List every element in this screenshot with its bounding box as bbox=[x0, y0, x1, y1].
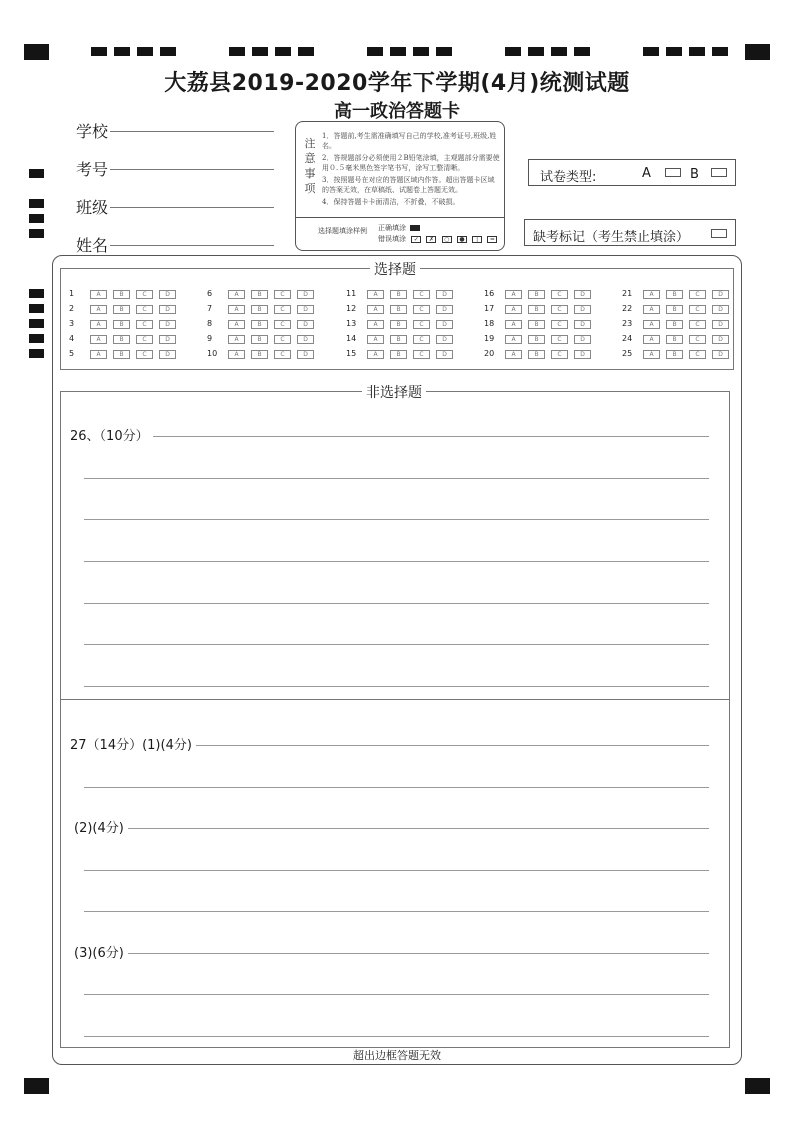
question-number: 23 bbox=[622, 319, 633, 328]
timing-mark bbox=[551, 47, 567, 56]
option-a-bubble[interactable]: A bbox=[367, 320, 384, 329]
option-d-bubble[interactable]: D bbox=[297, 320, 314, 329]
option-d-bubble[interactable]: D bbox=[574, 290, 591, 299]
option-c-bubble[interactable]: C bbox=[274, 350, 291, 359]
timing-mark bbox=[298, 47, 314, 56]
question-26-label: 26、（10分） bbox=[70, 425, 153, 444]
option-b-bubble[interactable]: B bbox=[390, 335, 407, 344]
option-c-bubble[interactable]: C bbox=[413, 290, 430, 299]
option-d-bubble[interactable]: D bbox=[297, 305, 314, 314]
option-c-bubble[interactable]: C bbox=[274, 290, 291, 299]
absent-mark-label: 缺考标记（考生禁止填涂） bbox=[533, 230, 690, 245]
fill-example-label: 选择题填涂样例 bbox=[318, 227, 367, 235]
option-c-bubble[interactable]: C bbox=[551, 350, 568, 359]
notice-box bbox=[295, 121, 505, 251]
option-c-bubble[interactable]: C bbox=[689, 305, 706, 314]
wrong-fill-bar-icon: | bbox=[472, 236, 482, 243]
option-b-bubble[interactable]: B bbox=[113, 350, 130, 359]
option-d-bubble[interactable]: D bbox=[712, 335, 729, 344]
answer-line[interactable] bbox=[84, 561, 709, 562]
timing-mark bbox=[160, 47, 176, 56]
option-d-bubble[interactable]: D bbox=[574, 320, 591, 329]
option-a-bubble[interactable]: A bbox=[643, 335, 660, 344]
paper-type-box bbox=[528, 159, 736, 186]
option-c-bubble[interactable]: C bbox=[551, 290, 568, 299]
option-d-bubble[interactable]: D bbox=[712, 290, 729, 299]
option-c-bubble[interactable]: C bbox=[274, 320, 291, 329]
option-c-bubble[interactable]: C bbox=[136, 290, 153, 299]
answer-line[interactable] bbox=[84, 478, 709, 479]
notice-item: 3．按照题号在对应的答题区域内作答。超出答题卡区域的答案无效，在草稿纸、试题卷上答题无效。 bbox=[322, 176, 495, 194]
option-b-bubble[interactable]: B bbox=[390, 350, 407, 359]
question-number: 13 bbox=[346, 319, 357, 328]
wrong-fill-cross-icon: ✗ bbox=[426, 236, 436, 243]
timing-mark bbox=[29, 319, 44, 328]
option-a-bubble[interactable]: A bbox=[643, 290, 660, 299]
paper-type-a-box[interactable] bbox=[665, 168, 681, 177]
option-b-bubble[interactable]: B bbox=[390, 305, 407, 314]
option-a-bubble[interactable]: A bbox=[643, 305, 660, 314]
option-b-bubble[interactable]: B bbox=[528, 305, 545, 314]
paper-type-b-label: B bbox=[690, 167, 699, 182]
option-d-bubble[interactable]: D bbox=[436, 335, 453, 344]
timing-mark bbox=[643, 47, 659, 56]
option-c-bubble[interactable]: C bbox=[136, 305, 153, 314]
wrong-fill-row: 错误填涂 ✓ ✗ ○ ● | = bbox=[378, 234, 497, 244]
option-b-bubble[interactable]: B bbox=[251, 305, 268, 314]
question-number: 1 bbox=[69, 289, 75, 298]
question-number: 8 bbox=[207, 319, 213, 328]
answer-line[interactable] bbox=[84, 603, 709, 604]
timing-mark bbox=[114, 47, 130, 56]
option-c-bubble[interactable]: C bbox=[551, 305, 568, 314]
page-title: 大荔县2019-2020学年下学期(4月)统测试题 bbox=[164, 71, 630, 96]
option-d-bubble[interactable]: D bbox=[297, 335, 314, 344]
option-b-bubble[interactable]: B bbox=[251, 320, 268, 329]
option-d-bubble[interactable]: D bbox=[159, 350, 176, 359]
option-a-bubble[interactable]: A bbox=[90, 305, 107, 314]
question-number: 12 bbox=[346, 304, 357, 313]
option-d-bubble[interactable]: D bbox=[574, 350, 591, 359]
option-c-bubble[interactable]: C bbox=[136, 335, 153, 344]
option-b-bubble[interactable]: B bbox=[113, 320, 130, 329]
notice-items bbox=[322, 131, 500, 209]
class-field[interactable] bbox=[110, 207, 274, 208]
option-b-bubble[interactable]: B bbox=[251, 350, 268, 359]
wrong-fill-dot-icon: ● bbox=[457, 236, 467, 243]
answer-line[interactable] bbox=[84, 994, 709, 995]
option-c-bubble[interactable]: C bbox=[136, 320, 153, 329]
notice-heading: 注 意 事 项 bbox=[304, 137, 316, 195]
answer-line[interactable] bbox=[84, 436, 709, 437]
question-number: 20 bbox=[484, 349, 495, 358]
wrong-fill-circle-icon: ○ bbox=[442, 236, 452, 243]
answer-line[interactable] bbox=[84, 828, 709, 829]
name-field[interactable] bbox=[110, 245, 274, 246]
question-number: 14 bbox=[346, 334, 357, 343]
option-a-bubble[interactable]: A bbox=[228, 335, 245, 344]
question-number: 17 bbox=[484, 304, 495, 313]
option-a-bubble[interactable]: A bbox=[643, 320, 660, 329]
question-27-3-label: (3)(6分) bbox=[74, 942, 128, 961]
option-c-bubble[interactable]: C bbox=[689, 335, 706, 344]
option-b-bubble[interactable]: B bbox=[251, 335, 268, 344]
timing-mark bbox=[689, 47, 705, 56]
option-a-bubble[interactable]: A bbox=[367, 290, 384, 299]
absent-mark-checkbox[interactable] bbox=[711, 229, 727, 238]
wrong-fill-lines-icon: = bbox=[487, 236, 497, 243]
corner-mark-bottom-left bbox=[24, 1078, 49, 1094]
question-number: 24 bbox=[622, 334, 633, 343]
option-a-bubble[interactable]: A bbox=[228, 350, 245, 359]
option-c-bubble[interactable]: C bbox=[413, 305, 430, 314]
option-c-bubble[interactable]: C bbox=[689, 350, 706, 359]
notice-divider bbox=[296, 217, 504, 218]
option-a-bubble[interactable]: A bbox=[228, 320, 245, 329]
question-number: 11 bbox=[346, 289, 357, 298]
absent-mark-box bbox=[524, 219, 736, 246]
timing-mark bbox=[29, 214, 44, 223]
answer-line[interactable] bbox=[84, 953, 709, 954]
option-b-bubble[interactable]: B bbox=[113, 335, 130, 344]
option-c-bubble[interactable]: C bbox=[689, 290, 706, 299]
notice-item: 2．答规题部分必须使用２B铅笔涂填，主观题部分需要使用０.５毫米黑色签字笔书写，涂写工整清晰。 bbox=[322, 154, 500, 172]
question-number: 16 bbox=[484, 289, 495, 298]
option-a-bubble[interactable]: A bbox=[367, 350, 384, 359]
option-d-bubble[interactable]: D bbox=[436, 290, 453, 299]
page-subtitle: 高一政治答题卡 bbox=[334, 101, 460, 122]
timing-mark bbox=[137, 47, 153, 56]
question-27-2-label: (2)(4分) bbox=[74, 817, 128, 836]
option-a-bubble[interactable]: A bbox=[90, 290, 107, 299]
multiple-choice-title: 选择题 bbox=[370, 259, 420, 279]
option-b-bubble[interactable]: B bbox=[528, 350, 545, 359]
option-a-bubble[interactable]: A bbox=[505, 320, 522, 329]
option-d-bubble[interactable]: D bbox=[436, 320, 453, 329]
option-c-bubble[interactable]: C bbox=[551, 335, 568, 344]
option-b-bubble[interactable]: B bbox=[666, 350, 683, 359]
option-a-bubble[interactable]: A bbox=[228, 290, 245, 299]
question-number: 5 bbox=[69, 349, 75, 358]
timing-mark bbox=[367, 47, 383, 56]
timing-mark bbox=[252, 47, 268, 56]
answer-line[interactable] bbox=[84, 870, 709, 871]
option-a-bubble[interactable]: A bbox=[228, 305, 245, 314]
option-c-bubble[interactable]: C bbox=[274, 305, 291, 314]
timing-mark bbox=[436, 47, 452, 56]
open-questions-title: 非选择题 bbox=[362, 382, 426, 402]
exam-number-label: 考号 bbox=[76, 160, 109, 179]
option-a-bubble[interactable]: A bbox=[505, 335, 522, 344]
timing-mark bbox=[528, 47, 544, 56]
question-number: 3 bbox=[69, 319, 75, 328]
option-a-bubble[interactable]: A bbox=[643, 350, 660, 359]
question-number: 7 bbox=[207, 304, 213, 313]
option-d-bubble[interactable]: D bbox=[436, 305, 453, 314]
question-27-label: 27（14分）(1)(4分) bbox=[70, 734, 196, 753]
option-d-bubble[interactable]: D bbox=[574, 335, 591, 344]
option-b-bubble[interactable]: B bbox=[666, 290, 683, 299]
corner-mark-top-left bbox=[24, 44, 49, 60]
option-d-bubble[interactable]: D bbox=[574, 305, 591, 314]
question-number: 9 bbox=[207, 334, 213, 343]
timing-mark bbox=[29, 169, 44, 178]
timing-mark bbox=[29, 334, 44, 343]
option-d-bubble[interactable]: D bbox=[297, 350, 314, 359]
question-number: 15 bbox=[346, 349, 357, 358]
timing-mark bbox=[390, 47, 406, 56]
timing-mark bbox=[29, 289, 44, 298]
answer-line[interactable] bbox=[84, 644, 709, 645]
timing-mark bbox=[91, 47, 107, 56]
footer-note: 超出边框答题无效 bbox=[353, 1049, 441, 1062]
option-a-bubble[interactable]: A bbox=[505, 305, 522, 314]
question-number: 19 bbox=[484, 334, 495, 343]
option-a-bubble[interactable]: A bbox=[90, 335, 107, 344]
option-b-bubble[interactable]: B bbox=[666, 335, 683, 344]
option-c-bubble[interactable]: C bbox=[689, 320, 706, 329]
option-c-bubble[interactable]: C bbox=[551, 320, 568, 329]
option-b-bubble[interactable]: B bbox=[528, 335, 545, 344]
timing-mark bbox=[29, 349, 44, 358]
option-c-bubble[interactable]: C bbox=[274, 335, 291, 344]
option-d-bubble[interactable]: D bbox=[712, 305, 729, 314]
option-c-bubble[interactable]: C bbox=[413, 320, 430, 329]
option-b-bubble[interactable]: B bbox=[666, 320, 683, 329]
option-d-bubble[interactable]: D bbox=[159, 305, 176, 314]
option-b-bubble[interactable]: B bbox=[390, 320, 407, 329]
paper-type-a-label: A bbox=[642, 166, 651, 181]
option-b-bubble[interactable]: B bbox=[113, 305, 130, 314]
question-number: 2 bbox=[69, 304, 75, 313]
school-label: 学校 bbox=[76, 122, 109, 141]
option-a-bubble[interactable]: A bbox=[505, 350, 522, 359]
option-b-bubble[interactable]: B bbox=[666, 305, 683, 314]
name-label: 姓名 bbox=[76, 236, 109, 255]
timing-mark bbox=[275, 47, 291, 56]
timing-mark bbox=[229, 47, 245, 56]
school-field[interactable] bbox=[110, 131, 274, 132]
option-b-bubble[interactable]: B bbox=[113, 290, 130, 299]
timing-mark bbox=[505, 47, 521, 56]
option-c-bubble[interactable]: C bbox=[413, 350, 430, 359]
timing-mark bbox=[29, 229, 44, 238]
question-number: 18 bbox=[484, 319, 495, 328]
notice-item: 1．答题前,考生需准确填写自己的学校,准考证号,班级,姓名。 bbox=[322, 132, 497, 150]
option-d-bubble[interactable]: D bbox=[436, 350, 453, 359]
question-number: 22 bbox=[622, 304, 633, 313]
option-b-bubble[interactable]: B bbox=[528, 290, 545, 299]
correct-fill-sample bbox=[410, 225, 420, 231]
option-d-bubble[interactable]: D bbox=[159, 335, 176, 344]
paper-type-label: 试卷类型: bbox=[540, 170, 597, 185]
option-d-bubble[interactable]: D bbox=[159, 290, 176, 299]
option-a-bubble[interactable]: A bbox=[505, 290, 522, 299]
option-c-bubble[interactable]: C bbox=[136, 350, 153, 359]
timing-mark bbox=[574, 47, 590, 56]
option-b-bubble[interactable]: B bbox=[528, 320, 545, 329]
paper-type-b-box[interactable] bbox=[711, 168, 727, 177]
exam-number-field[interactable] bbox=[110, 169, 274, 170]
option-b-bubble[interactable]: B bbox=[390, 290, 407, 299]
question-number: 21 bbox=[622, 289, 633, 298]
answer-line[interactable] bbox=[84, 911, 709, 912]
question-number: 25 bbox=[622, 349, 633, 358]
wrong-fill-check-icon: ✓ bbox=[411, 236, 421, 243]
option-d-bubble[interactable]: D bbox=[712, 350, 729, 359]
option-b-bubble[interactable]: B bbox=[251, 290, 268, 299]
correct-fill-row: 正确填涂 bbox=[378, 223, 420, 233]
option-a-bubble[interactable]: A bbox=[367, 335, 384, 344]
question-number: 4 bbox=[69, 334, 75, 343]
answer-line[interactable] bbox=[84, 1036, 709, 1037]
option-c-bubble[interactable]: C bbox=[413, 335, 430, 344]
class-label: 班级 bbox=[76, 198, 109, 217]
timing-mark bbox=[413, 47, 429, 56]
corner-mark-bottom-right bbox=[745, 1078, 770, 1094]
question-divider bbox=[60, 699, 730, 700]
answer-line[interactable] bbox=[84, 519, 709, 520]
notice-item: 4．保持答题卡卡面清洁，不折叠，不破损。 bbox=[322, 198, 460, 206]
question-number: 10 bbox=[207, 349, 218, 358]
option-d-bubble[interactable]: D bbox=[297, 290, 314, 299]
option-a-bubble[interactable]: A bbox=[367, 305, 384, 314]
timing-mark bbox=[666, 47, 682, 56]
corner-mark-top-right bbox=[745, 44, 770, 60]
timing-mark bbox=[29, 304, 44, 313]
timing-mark bbox=[29, 199, 44, 208]
option-d-bubble[interactable]: D bbox=[712, 320, 729, 329]
option-a-bubble[interactable]: A bbox=[90, 350, 107, 359]
option-a-bubble[interactable]: A bbox=[90, 320, 107, 329]
option-d-bubble[interactable]: D bbox=[159, 320, 176, 329]
timing-mark bbox=[712, 47, 728, 56]
answer-line[interactable] bbox=[84, 686, 709, 687]
question-number: 6 bbox=[207, 289, 213, 298]
open-questions-section bbox=[60, 391, 730, 1048]
answer-line[interactable] bbox=[84, 787, 709, 788]
